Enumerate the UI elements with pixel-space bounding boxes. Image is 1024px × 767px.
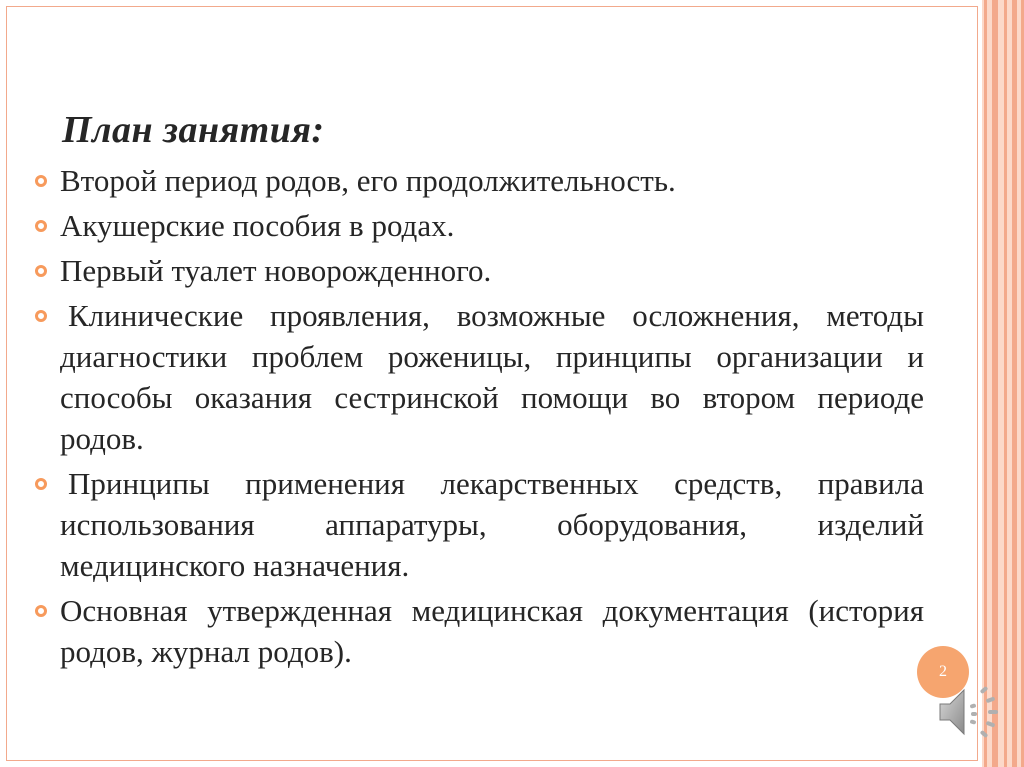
circle-bullet-icon: [35, 175, 47, 187]
circle-bullet-icon: [35, 220, 47, 232]
circle-bullet-icon: [35, 310, 47, 322]
stripe: [984, 0, 987, 767]
bullet-text: Основная утвержденная медицинская документация (история родов, журнал родов).: [60, 593, 924, 669]
circle-bullet-icon: [35, 478, 47, 490]
bullet-item: [32, 205, 924, 246]
decorative-stripes: [982, 0, 1024, 767]
bullet-item: [32, 160, 924, 201]
speaker-icon[interactable]: [936, 682, 1000, 742]
bullet-text: Первый туалет новорожденного.: [60, 253, 492, 288]
stripe: [1004, 0, 1007, 767]
circle-bullet-icon: [35, 265, 47, 277]
stripe: [1012, 0, 1017, 767]
circle-bullet-icon: [35, 605, 47, 617]
bullet-text: Принципы применения лекарственных средств, правила использования аппаратуры, оборудования, изделий медицинского назначения.: [60, 466, 924, 583]
page-number-badge: 2: [917, 646, 969, 698]
slide-title: План занятия:: [62, 109, 325, 151]
bullet-item: [32, 463, 924, 586]
bullet-text: Клинические проявления, возможные осложнения, методы диагностики проблем роженицы, принципы организации и способы оказания сестринской помощи во втором периоде родов.: [60, 298, 924, 456]
stripe: [992, 0, 998, 767]
bullet-text: Второй период родов, его продолжительность.: [60, 163, 676, 198]
bullet-list: [32, 160, 924, 676]
bullet-item: [32, 250, 924, 291]
bullet-text: Акушерские пособия в родах.: [60, 208, 455, 243]
bullet-item: [32, 590, 924, 672]
bullet-item: [32, 295, 924, 459]
